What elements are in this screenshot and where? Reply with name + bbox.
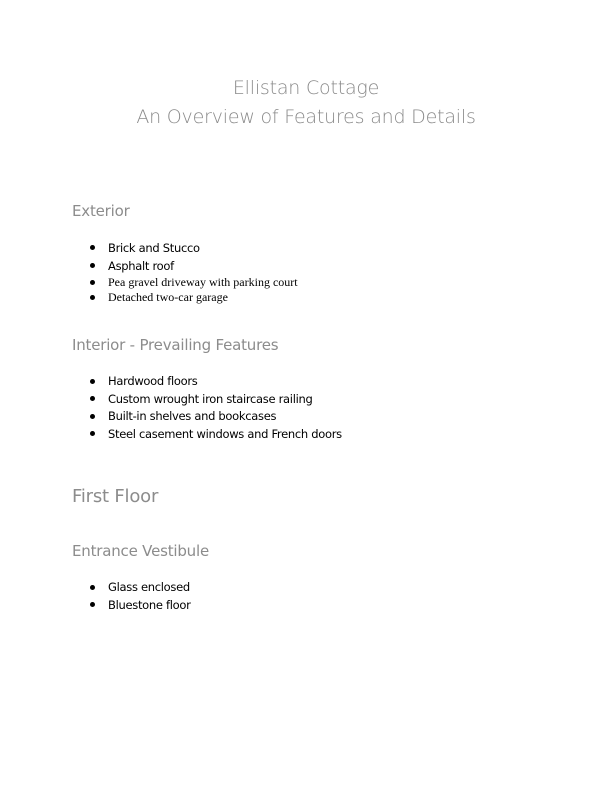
title-line-2: An Overview of Features and Details xyxy=(136,106,476,128)
bullet-icon xyxy=(90,263,95,268)
bullet-icon xyxy=(90,414,95,419)
bullet-icon xyxy=(90,280,95,285)
list-item-text: Detached two-car garage xyxy=(108,290,228,304)
list-item-text: Pea gravel driveway with parking court xyxy=(108,275,298,289)
list-item-text: Hardwood floors xyxy=(108,374,198,388)
list-item-text: Built-in shelves and bookcases xyxy=(108,409,277,423)
document-title xyxy=(0,74,612,132)
list-item-text: Brick and Stucco xyxy=(108,241,200,255)
bullet-icon xyxy=(90,396,95,401)
list-item-text: Glass enclosed xyxy=(108,580,190,594)
list-item xyxy=(72,290,298,305)
interior-list xyxy=(72,373,342,443)
exterior-list xyxy=(72,239,298,305)
list-item-text: Steel casement windows and French doors xyxy=(108,426,342,441)
list-item-text: Bluestone floor xyxy=(108,597,191,612)
list-item xyxy=(72,426,342,444)
bullet-icon xyxy=(90,431,95,436)
list-item xyxy=(72,239,298,257)
bullet-icon xyxy=(90,245,95,250)
bullet-icon xyxy=(90,602,95,607)
interior-heading: Interior - Prevailing Features xyxy=(72,336,279,354)
exterior-heading: Exterior xyxy=(72,202,130,220)
entrance-vestibule-heading: Entrance Vestibule xyxy=(72,542,209,560)
bullet-icon xyxy=(90,295,95,300)
list-item xyxy=(72,373,342,391)
bullet-icon xyxy=(90,585,95,590)
list-item-text: Asphalt roof xyxy=(108,259,174,273)
list-item xyxy=(72,391,342,409)
title-line-1: Ellistan Cottage xyxy=(232,77,380,99)
list-item xyxy=(72,597,191,615)
first-floor-heading: First Floor xyxy=(72,486,159,507)
list-item xyxy=(72,408,342,426)
entrance-list xyxy=(72,579,191,614)
list-item xyxy=(72,275,298,290)
list-item-text: Custom wrought iron staircase railing xyxy=(108,391,313,406)
bullet-icon xyxy=(90,379,95,384)
list-item xyxy=(72,257,298,275)
list-item xyxy=(72,579,191,597)
